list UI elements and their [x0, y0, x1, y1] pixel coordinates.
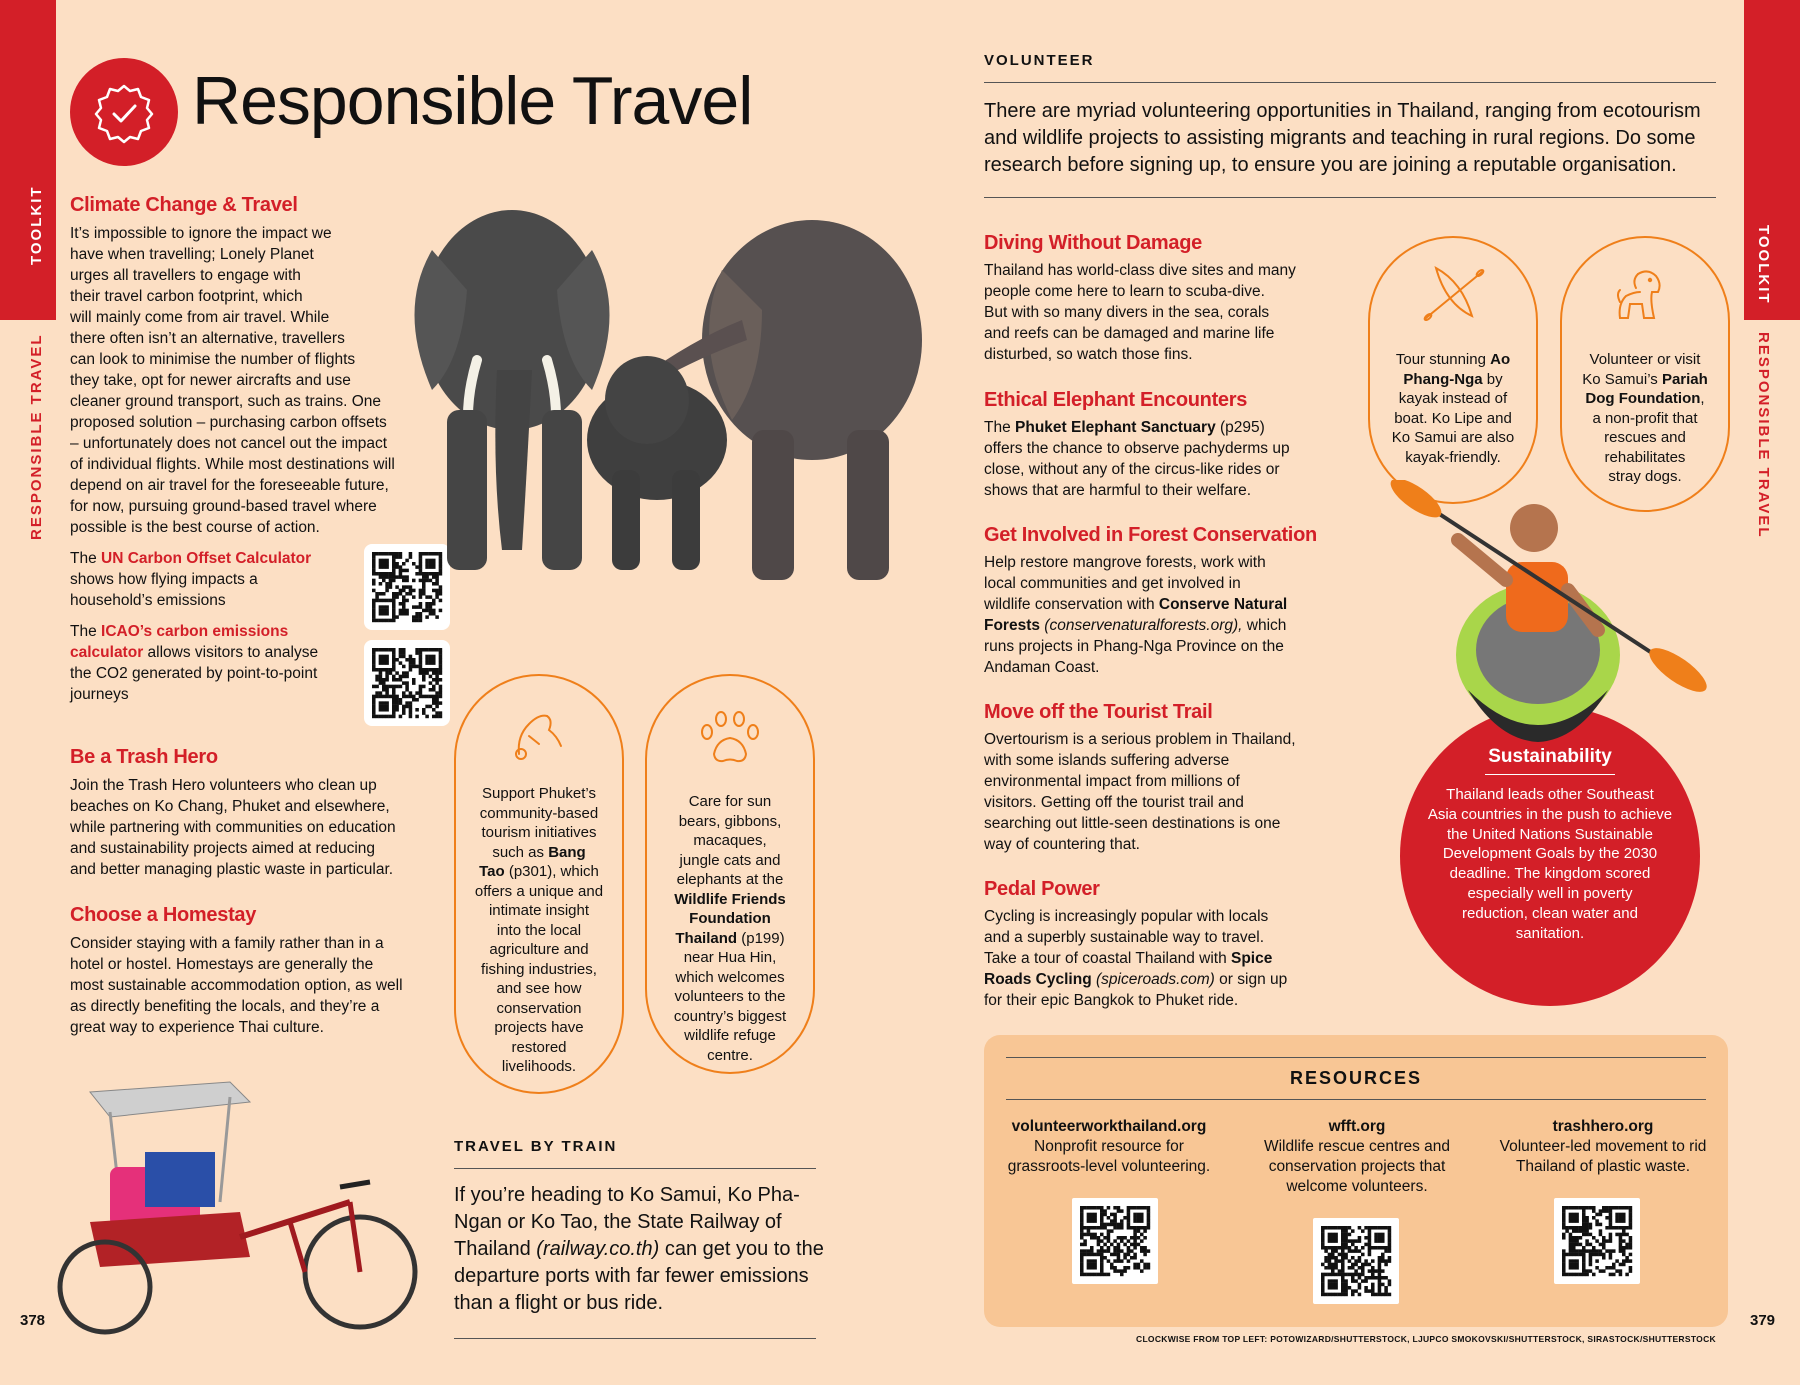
page-number-right: 379: [1750, 1312, 1776, 1329]
pariah-dog-pill-card: [1560, 236, 1730, 512]
diving-heading: Diving Without Damage: [984, 232, 1202, 254]
text-line: urges all travellers to engage with: [70, 267, 301, 284]
text-line: Cycling is increasingly popular with locals: [984, 908, 1269, 925]
text-line: Support Phuket’s: [482, 785, 596, 802]
text: ,: [1700, 390, 1705, 407]
text-line: and sustainability projects aimed at reducing: [70, 840, 376, 857]
train-body: [454, 1182, 824, 1317]
resource-item: [994, 1117, 1224, 1177]
conserve-natural-forests-link[interactable]: (conservenaturalforests.org),: [1040, 617, 1243, 634]
spice-roads-name: Spice: [1231, 950, 1273, 967]
text-line: jungle cats and: [679, 851, 781, 869]
kayak-icon: [1422, 260, 1486, 332]
text-line: boat. Ko Lipe and: [1394, 409, 1512, 427]
text-line: can look to minimise the number of flights: [70, 351, 356, 368]
text-line: Thailand has world-class dive sites and many: [984, 262, 1296, 279]
train-label: TRAVEL BY TRAIN: [454, 1138, 618, 1155]
conserve-natural-forests-name: Forests: [984, 617, 1040, 634]
text: Tour stunning: [1395, 351, 1491, 368]
text-line: hotel or hostel. Homestays are generally the: [70, 956, 374, 973]
text-line: journeys: [70, 686, 129, 703]
text-line: great way to experience Thai culture.: [70, 1019, 324, 1036]
text-line: There are myriad volunteering opportunities in Thailand, ranging from ecotourism: [984, 100, 1701, 122]
text-line: as directly benefiting the locals, and they’re a: [70, 998, 380, 1015]
icao-calculator-link[interactable]: ICAO’s carbon emissions: [101, 623, 289, 640]
tourist-trail-section: [984, 701, 1344, 855]
text: Ko Samui’s: [1582, 370, 1662, 388]
text-line: for now, pursuing ground-based travel where: [70, 498, 377, 515]
text-line: way of countering that.: [984, 836, 1140, 853]
resources-box: [984, 1035, 1728, 1327]
text-line: fishing industries,: [481, 960, 597, 978]
ao-phang-nga-name: Phang-Nga: [1403, 370, 1483, 388]
conserve-natural-forests-name: Conserve Natural: [1158, 596, 1288, 613]
divider: [454, 1168, 816, 1169]
text-line: wildlife refuge: [684, 1027, 776, 1044]
sidebar-toolkit-label: TOOLKIT: [28, 185, 45, 265]
text-line: welcome volunteers.: [1286, 1178, 1428, 1195]
divider: [984, 82, 1716, 83]
text-line: a non-profit that: [1592, 409, 1698, 427]
pedal-power-section: [984, 878, 1344, 1011]
trash-hero-heading: Be a Trash Hero: [70, 746, 218, 768]
text-line: than a flight or bus ride.: [454, 1292, 664, 1314]
text-line: and reefs can be damaged and marine life: [984, 325, 1275, 342]
text-line: rescues and: [1604, 429, 1686, 446]
bang-tao-name: Tao: [479, 863, 505, 880]
text-line: If you’re heading to Ko Samui, Ko Pha-: [454, 1184, 800, 1206]
text: by: [1482, 370, 1503, 388]
railway-link[interactable]: (railway.co.th): [536, 1238, 660, 1260]
text-line: kayak instead of: [1398, 390, 1508, 407]
text-line: and a superbly sustainable way to travel.: [984, 929, 1265, 946]
wildlife-friends-name: Foundation: [689, 910, 771, 927]
text: (p301), which: [504, 863, 599, 880]
text: Thailand: [454, 1238, 537, 1260]
text-line: tourism initiatives: [481, 824, 597, 841]
text-line: cleaner ground transport, such as trains. One: [70, 393, 382, 410]
text-line: It’s impossible to ignore the impact we: [70, 225, 332, 242]
spice-roads-link[interactable]: (spiceroads.com): [1091, 971, 1215, 988]
text-line: centre.: [707, 1046, 753, 1064]
qr-code-icao-calculator[interactable]: [364, 640, 450, 726]
text-line: volunteers to the: [674, 988, 786, 1005]
text: such as: [492, 843, 549, 861]
text: The: [70, 550, 102, 567]
sidebar-section-label: RESPONSIBLE TRAVEL: [1755, 332, 1772, 539]
text-line: offers the chance to observe pachyderms up: [984, 440, 1290, 457]
wildlife-friends-pill-card: [645, 674, 815, 1074]
page-title: Responsible Travel: [192, 63, 753, 139]
text-line: they take, opt for newer aircrafts and use: [70, 372, 351, 389]
text-line: depend on air travel for the foreseeable future,: [70, 477, 389, 494]
text: Take a tour of coastal Thailand with: [984, 950, 1231, 967]
volunteer-body: [984, 98, 1724, 179]
text-line: conservation projects that: [1268, 1158, 1446, 1175]
text-line: reduction, clean water and: [1462, 904, 1638, 922]
text-line: have when travelling; Lonely Planet: [70, 246, 314, 263]
text-line: household’s emissions: [70, 592, 226, 609]
text-line: Help restore mangrove forests, work with: [984, 554, 1266, 571]
text-line: beaches on Ko Chang, Phuket and elsewhere,: [70, 798, 390, 815]
text-line: macaques,: [693, 832, 767, 849]
text-line: disturbed, so watch those fins.: [984, 346, 1193, 363]
text-line: shows that are harmful to their welfare.: [984, 482, 1252, 499]
text-line: near Hua Hin,: [683, 949, 777, 966]
text-line: agriculture and: [489, 941, 589, 958]
text: allows visitors to analyse: [143, 644, 319, 661]
elephant-heading: Ethical Elephant Encounters: [984, 389, 1248, 411]
pariah-dog-foundation-name: Pariah: [1661, 370, 1708, 388]
text-line: with some islands suffering adverse: [984, 752, 1230, 769]
text: or sign up: [1214, 971, 1288, 988]
left-sidebar-tab: [0, 0, 56, 1385]
tourist-trail-heading: Move off the Tourist Trail: [984, 701, 1213, 723]
text-line: and wildlife projects to assisting migrants and teaching in rural regions. Do some: [984, 127, 1696, 149]
text-line: close, without any of the circus-like rides or: [984, 461, 1280, 478]
text-line: departure ports with far fewer emissions: [454, 1265, 809, 1287]
text-line: possible is the best course of action.: [70, 519, 320, 536]
text: wildlife conservation with: [984, 596, 1159, 613]
text-line: Andaman Coast.: [984, 659, 1100, 676]
text: (p199): [737, 929, 785, 947]
text-line: their travel carbon footprint, which: [70, 288, 303, 305]
diving-section: [984, 232, 1344, 365]
text-line: the United Nations Sustainable: [1447, 825, 1653, 843]
text-line: while partnering with communities on education: [70, 819, 396, 836]
text-line: visitors. Getting off the tourist trail and: [984, 794, 1244, 811]
icao-calculator-link[interactable]: calculator: [70, 644, 144, 661]
text-line: runs projects in Phang-Nga Province on the: [984, 638, 1284, 655]
text-line: Volunteer or visit: [1589, 351, 1701, 368]
sustainability-text: [1400, 746, 1700, 943]
photo-credits: CLOCKWISE FROM TOP LEFT: POTOWIZARD/SHUTTERSTOCK, LJUPCO SMOKOVSKI/SHUTTERSTOCK, SIRASTOCK/SHUTTERSTOCK: [1136, 1334, 1716, 1344]
text-line: of individual flights. While most destinations will: [70, 456, 395, 473]
qr-code-wfft[interactable]: [1313, 1218, 1399, 1304]
text-line: intimate insight: [488, 902, 590, 919]
text-line: and see how: [496, 980, 582, 997]
qr-code-trashhero[interactable]: [1554, 1198, 1640, 1284]
text-line: proposed solution – purchasing carbon offsets: [70, 414, 387, 431]
pariah-dog-foundation-name: Dog Foundation: [1585, 390, 1701, 407]
phuket-elephant-sanctuary-name: Phuket Elephant Sanctuary: [1015, 419, 1216, 436]
resource-item: [1242, 1117, 1472, 1197]
text-line: deadline. The kingdom scored: [1449, 865, 1651, 883]
text-line: offers a unique and: [474, 882, 604, 900]
resource-site-link[interactable]: wfft.org: [1328, 1118, 1386, 1135]
text-line: most sustainable accommodation option, as well: [70, 977, 403, 994]
text-line: Consider staying with a family rather than in a: [70, 935, 384, 952]
volunteer-label: VOLUNTEER: [984, 52, 1095, 69]
sustainability-heading: Sustainability: [1488, 746, 1612, 767]
text-line: rehabilitates: [1604, 448, 1686, 466]
text-line: Care for sun: [688, 793, 772, 810]
divider: [984, 197, 1716, 198]
text-line: restored: [511, 1038, 567, 1056]
text-line: into the local: [496, 921, 582, 939]
page-number-left: 378: [20, 1312, 46, 1329]
un-calculator-link[interactable]: UN Carbon Offset Calculator: [101, 550, 312, 567]
divider: [454, 1338, 816, 1339]
text: The: [70, 623, 102, 640]
dog-icon: [1614, 264, 1674, 330]
text-line: will mainly come from air travel. While: [70, 309, 330, 326]
paw-print-icon: [699, 710, 761, 772]
climate-heading: Climate Change & Travel: [70, 194, 298, 216]
text-line: – unfortunately does not cancel out the impact: [70, 435, 388, 452]
bang-tao-pill-card: [454, 674, 624, 1094]
text-line: community-based: [479, 804, 599, 822]
sidebar-toolkit-label: TOOLKIT: [1755, 225, 1772, 305]
text-line: elephants at the: [676, 871, 784, 888]
text-line: especially well in poverty: [1467, 884, 1633, 902]
kayaker-photo: [1388, 480, 1708, 750]
text-line: Thailand of plastic waste.: [1515, 1158, 1691, 1175]
text-line: conservation: [496, 999, 582, 1017]
tuk-tuk-icon: [509, 706, 569, 768]
text-line: bears, gibbons,: [678, 812, 782, 830]
text: which: [1242, 617, 1287, 634]
forest-heading: Get Involved in Forest Conservation: [984, 524, 1317, 546]
text-line: sanitation.: [1515, 924, 1585, 942]
divider: [1006, 1057, 1706, 1058]
text-line: and better managing plastic waste in particular.: [70, 861, 394, 878]
elephant-section: [984, 389, 1344, 501]
pedal-power-heading: Pedal Power: [984, 878, 1100, 900]
text-line: people come here to learn to scuba-dive.: [984, 283, 1265, 300]
text-line: livelihoods.: [501, 1058, 577, 1075]
sidebar-section-label: RESPONSIBLE TRAVEL: [28, 333, 45, 540]
text-line: research before signing up, to ensure you are joining a reputable organisation.: [984, 154, 1677, 176]
text-line: Overtourism is a serious problem in Thailand,: [984, 731, 1296, 748]
wildlife-friends-name: Thailand: [675, 929, 738, 947]
text-line: Ko Samui are also: [1391, 429, 1515, 446]
text-line: Asia countries in the push to achieve: [1427, 805, 1673, 823]
text-line: Volunteer-led movement to rid: [1499, 1138, 1707, 1155]
homestay-section: [70, 904, 450, 1038]
text-line: projects have: [494, 1019, 584, 1036]
text-line: environmental impact from millions of: [984, 773, 1240, 790]
text-line: shows how flying impacts a: [70, 571, 258, 588]
forest-section: [984, 524, 1364, 678]
check-badge-icon: [70, 58, 178, 166]
kayak-pill-card: [1368, 236, 1538, 504]
text-line: country’s biggest: [673, 1007, 787, 1025]
text-line: stray dogs.: [1608, 468, 1682, 485]
divider: [1485, 774, 1615, 775]
text-line: searching out little-seen destinations is one: [984, 815, 1281, 832]
elephants-photo: [392, 190, 932, 610]
text: (p295): [1215, 419, 1265, 436]
text-line: Wildlife rescue centres and: [1263, 1138, 1451, 1155]
trash-hero-section: [70, 746, 450, 880]
text-line: Thailand leads other Southeast: [1446, 786, 1654, 803]
text-line: Development Goals by the 2030: [1442, 845, 1658, 863]
resource-item: [1488, 1117, 1718, 1177]
text-line: for their epic Bangkok to Phuket ride.: [984, 992, 1239, 1009]
ao-phang-nga-name: Ao: [1490, 351, 1511, 368]
text-line: the CO2 generated by point-to-point: [70, 665, 318, 682]
right-sidebar-tab: [1744, 0, 1800, 1385]
wildlife-friends-name: Wildlife Friends: [674, 890, 786, 908]
text-line: grassroots-level volunteering.: [1007, 1158, 1211, 1175]
bang-tao-name: Bang: [548, 843, 586, 861]
text-line: Ngan or Ko Tao, the State Railway of: [454, 1211, 782, 1233]
text-line: kayak-friendly.: [1405, 448, 1501, 466]
resource-site-link[interactable]: volunteerworkthailand.org: [1011, 1118, 1207, 1135]
resource-site-link[interactable]: trashhero.org: [1552, 1118, 1654, 1135]
text-line: Join the Trash Hero volunteers who clean up: [70, 777, 377, 794]
text-line: there often isn’t an alternative, travellers: [70, 330, 345, 347]
qr-code-volunteerworkthailand[interactable]: [1072, 1198, 1158, 1284]
text: can get you to the: [659, 1238, 824, 1260]
text-line: local communities and get involved in: [984, 575, 1241, 592]
homestay-heading: Choose a Homestay: [70, 904, 257, 926]
trishaw-photo: [50, 1072, 430, 1342]
text-line: which welcomes: [675, 968, 785, 986]
text-line: Nonprofit resource for: [1034, 1138, 1184, 1155]
text-line: But with so many divers in the sea, corals: [984, 304, 1270, 321]
resources-label: RESOURCES: [1289, 1068, 1423, 1088]
spice-roads-name: Roads Cycling: [984, 971, 1092, 988]
text: The: [984, 419, 1016, 436]
divider: [1006, 1099, 1706, 1100]
